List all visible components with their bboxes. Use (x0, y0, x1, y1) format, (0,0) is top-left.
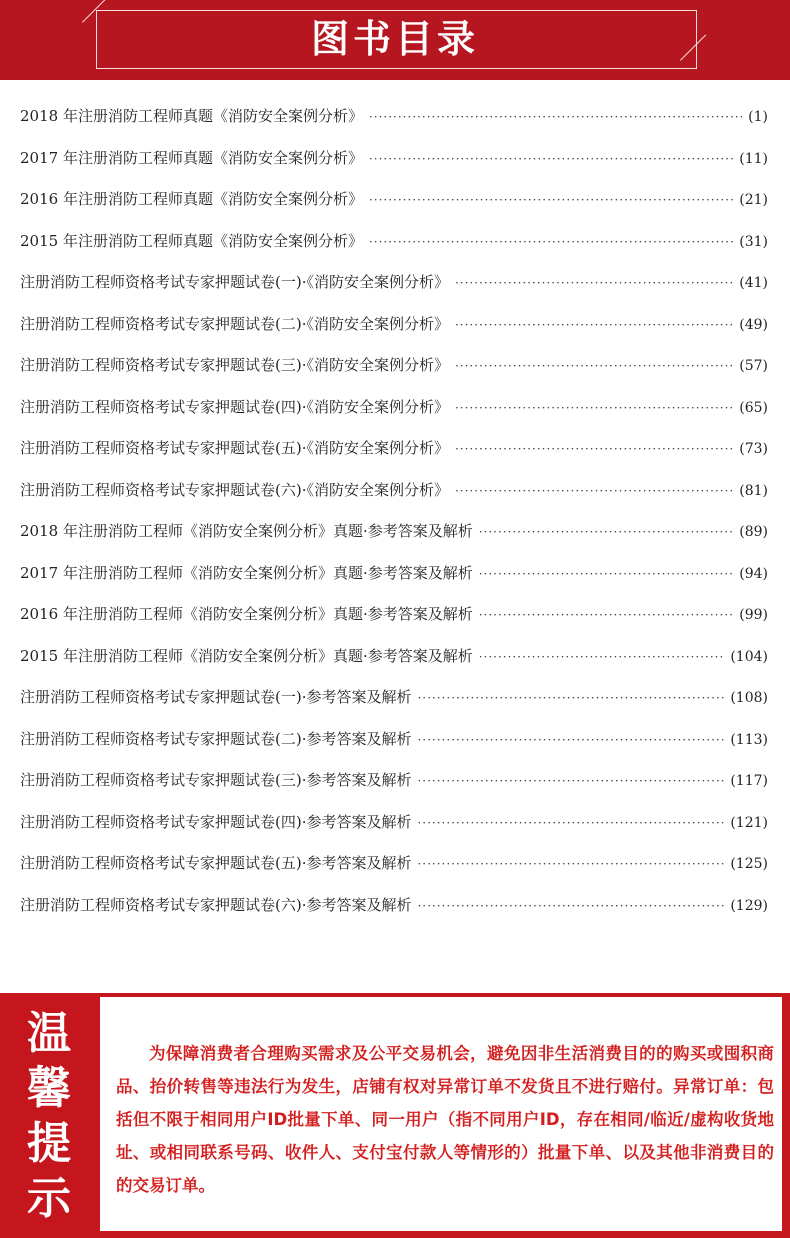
toc-page-number: (94) (739, 565, 768, 582)
toc-entry-title: 注册消防工程师资格考试专家押题试卷(一)·参考答案及解析 (20, 688, 412, 706)
toc-entry-title: 注册消防工程师资格考试专家押题试卷(五)·参考答案及解析 (20, 854, 412, 872)
page-title: 图书目录 (310, 17, 479, 61)
toc-page-number: (99) (739, 607, 768, 623)
toc-page-number: (73) (739, 441, 768, 457)
toc-row (20, 96, 768, 138)
toc-entry-title: 注册消防工程师资格考试专家押题试卷(四)·参考答案及解析 (20, 812, 412, 831)
toc-entry-title: 注册消防工程师资格考试专家押题试卷(二)·《消防安全案例分析》 (20, 314, 449, 333)
notice-label-char: 示 (27, 1172, 71, 1224)
toc-row (20, 262, 768, 304)
toc-leader-dots (417, 844, 724, 886)
toc-leader-dots (455, 346, 733, 388)
toc-leader-dots (369, 222, 733, 264)
toc-row (20, 428, 768, 470)
toc-page-number: (31) (739, 233, 768, 250)
toc-entry-title: 2017 年注册消防工程师真题《消防安全案例分析》 (20, 148, 363, 167)
toc-page-number: (125) (730, 856, 768, 872)
notice-box (100, 997, 782, 1231)
toc-leader-dots (479, 512, 734, 554)
toc-leader-dots (479, 637, 725, 679)
toc-row (20, 802, 768, 844)
notice-label-char: 提 (27, 1117, 71, 1169)
toc-leader-dots (417, 803, 724, 845)
toc-leader-dots (455, 263, 733, 305)
toc-entry-title: 2018 年注册消防工程师真题《消防安全案例分析》 (20, 107, 363, 125)
toc-row (20, 885, 768, 927)
toc-row (20, 843, 768, 885)
table-of-contents (20, 96, 768, 926)
toc-entry-title: 注册消防工程师资格考试专家押题试卷(三)·《消防安全案例分析》 (20, 356, 449, 374)
toc-entry-title: 2018 年注册消防工程师《消防安全案例分析》真题·参考答案及解析 (20, 522, 473, 540)
toc-page-number: (21) (739, 192, 768, 208)
toc-row (20, 387, 768, 429)
toc-leader-dots (417, 720, 724, 762)
toc-leader-dots (455, 471, 733, 513)
toc-row (20, 511, 768, 553)
toc-entry-title: 注册消防工程师资格考试专家押题试卷(三)·参考答案及解析 (20, 771, 412, 789)
toc-row (20, 553, 768, 595)
toc-page-number: (57) (739, 358, 768, 374)
toc-leader-dots (455, 305, 733, 347)
toc-entry-title: 注册消防工程师资格考试专家押题试卷(六)·《消防安全案例分析》 (20, 480, 449, 499)
notice-panel (0, 993, 790, 1238)
toc-entry-title: 2017 年注册消防工程师《消防安全案例分析》真题·参考答案及解析 (20, 563, 473, 582)
toc-row (20, 179, 768, 221)
header-banner (0, 0, 790, 80)
notice-label-char: 温 (27, 1007, 71, 1059)
toc-row (20, 594, 768, 636)
notice-label-char: 馨 (27, 1062, 71, 1114)
toc-page-number: (65) (739, 399, 768, 416)
toc-entry-title: 注册消防工程师资格考试专家押题试卷(四)·《消防安全案例分析》 (20, 397, 449, 416)
toc-leader-dots (417, 678, 724, 720)
toc-leader-dots (369, 97, 742, 139)
toc-page-number: (113) (730, 731, 768, 748)
toc-entry-title: 2016 年注册消防工程师真题《消防安全案例分析》 (20, 190, 363, 208)
toc-row (20, 719, 768, 761)
toc-row (20, 345, 768, 387)
toc-entry-title: 注册消防工程师资格考试专家押题试卷(五)·《消防安全案例分析》 (20, 439, 449, 457)
toc-page-number: (108) (730, 690, 768, 706)
toc-page-number: (89) (739, 524, 768, 540)
toc-page-number: (129) (730, 897, 768, 914)
toc-page-number: (104) (730, 648, 768, 665)
toc-row (20, 221, 768, 263)
toc-entry-title: 注册消防工程师资格考试专家押题试卷(一)·《消防安全案例分析》 (20, 273, 449, 291)
toc-page-number: (41) (739, 275, 768, 291)
toc-leader-dots (479, 595, 734, 637)
toc-row (20, 138, 768, 180)
toc-page-number: (81) (739, 482, 768, 499)
toc-entry-title: 注册消防工程师资格考试专家押题试卷(六)·参考答案及解析 (20, 895, 412, 914)
toc-row (20, 677, 768, 719)
toc-leader-dots (455, 388, 733, 430)
toc-leader-dots (417, 886, 724, 928)
toc-row (20, 760, 768, 802)
toc-entry-title: 2016 年注册消防工程师《消防安全案例分析》真题·参考答案及解析 (20, 605, 473, 623)
toc-row (20, 470, 768, 512)
toc-leader-dots (455, 429, 733, 471)
toc-entry-title: 2015 年注册消防工程师真题《消防安全案例分析》 (20, 231, 363, 250)
toc-leader-dots (417, 761, 724, 803)
toc-entry-title: 2015 年注册消防工程师《消防安全案例分析》真题·参考答案及解析 (20, 646, 473, 665)
toc-page-number: (121) (730, 814, 768, 831)
toc-page-number: (11) (739, 150, 768, 167)
notice-label (0, 993, 98, 1238)
toc-leader-dots (479, 554, 734, 596)
toc-leader-dots (369, 139, 733, 181)
notice-text: 为保障消费者合理购买需求及公平交易机会，避免因非生活消费目的的购买或囤积商品、抬价转售等违法行为发生，店铺有权对异常订单不发货且不进行赔付。异常订单：包括但不限于相同用户ID批量下单、同一用户（指不同用户ID，存在相同/临近/虚构收货地址、或相同联系号码、收件人、支付宝付款人等情形的）批量下单、以及其他非消费目的的交易订单。 (116, 1044, 774, 1195)
toc-page-number: (1) (748, 109, 768, 125)
toc-row (20, 304, 768, 346)
toc-page-number: (117) (730, 773, 768, 789)
toc-leader-dots (369, 180, 733, 222)
toc-page-number: (49) (739, 316, 768, 333)
toc-row (20, 636, 768, 678)
toc-entry-title: 注册消防工程师资格考试专家押题试卷(二)·参考答案及解析 (20, 729, 412, 748)
